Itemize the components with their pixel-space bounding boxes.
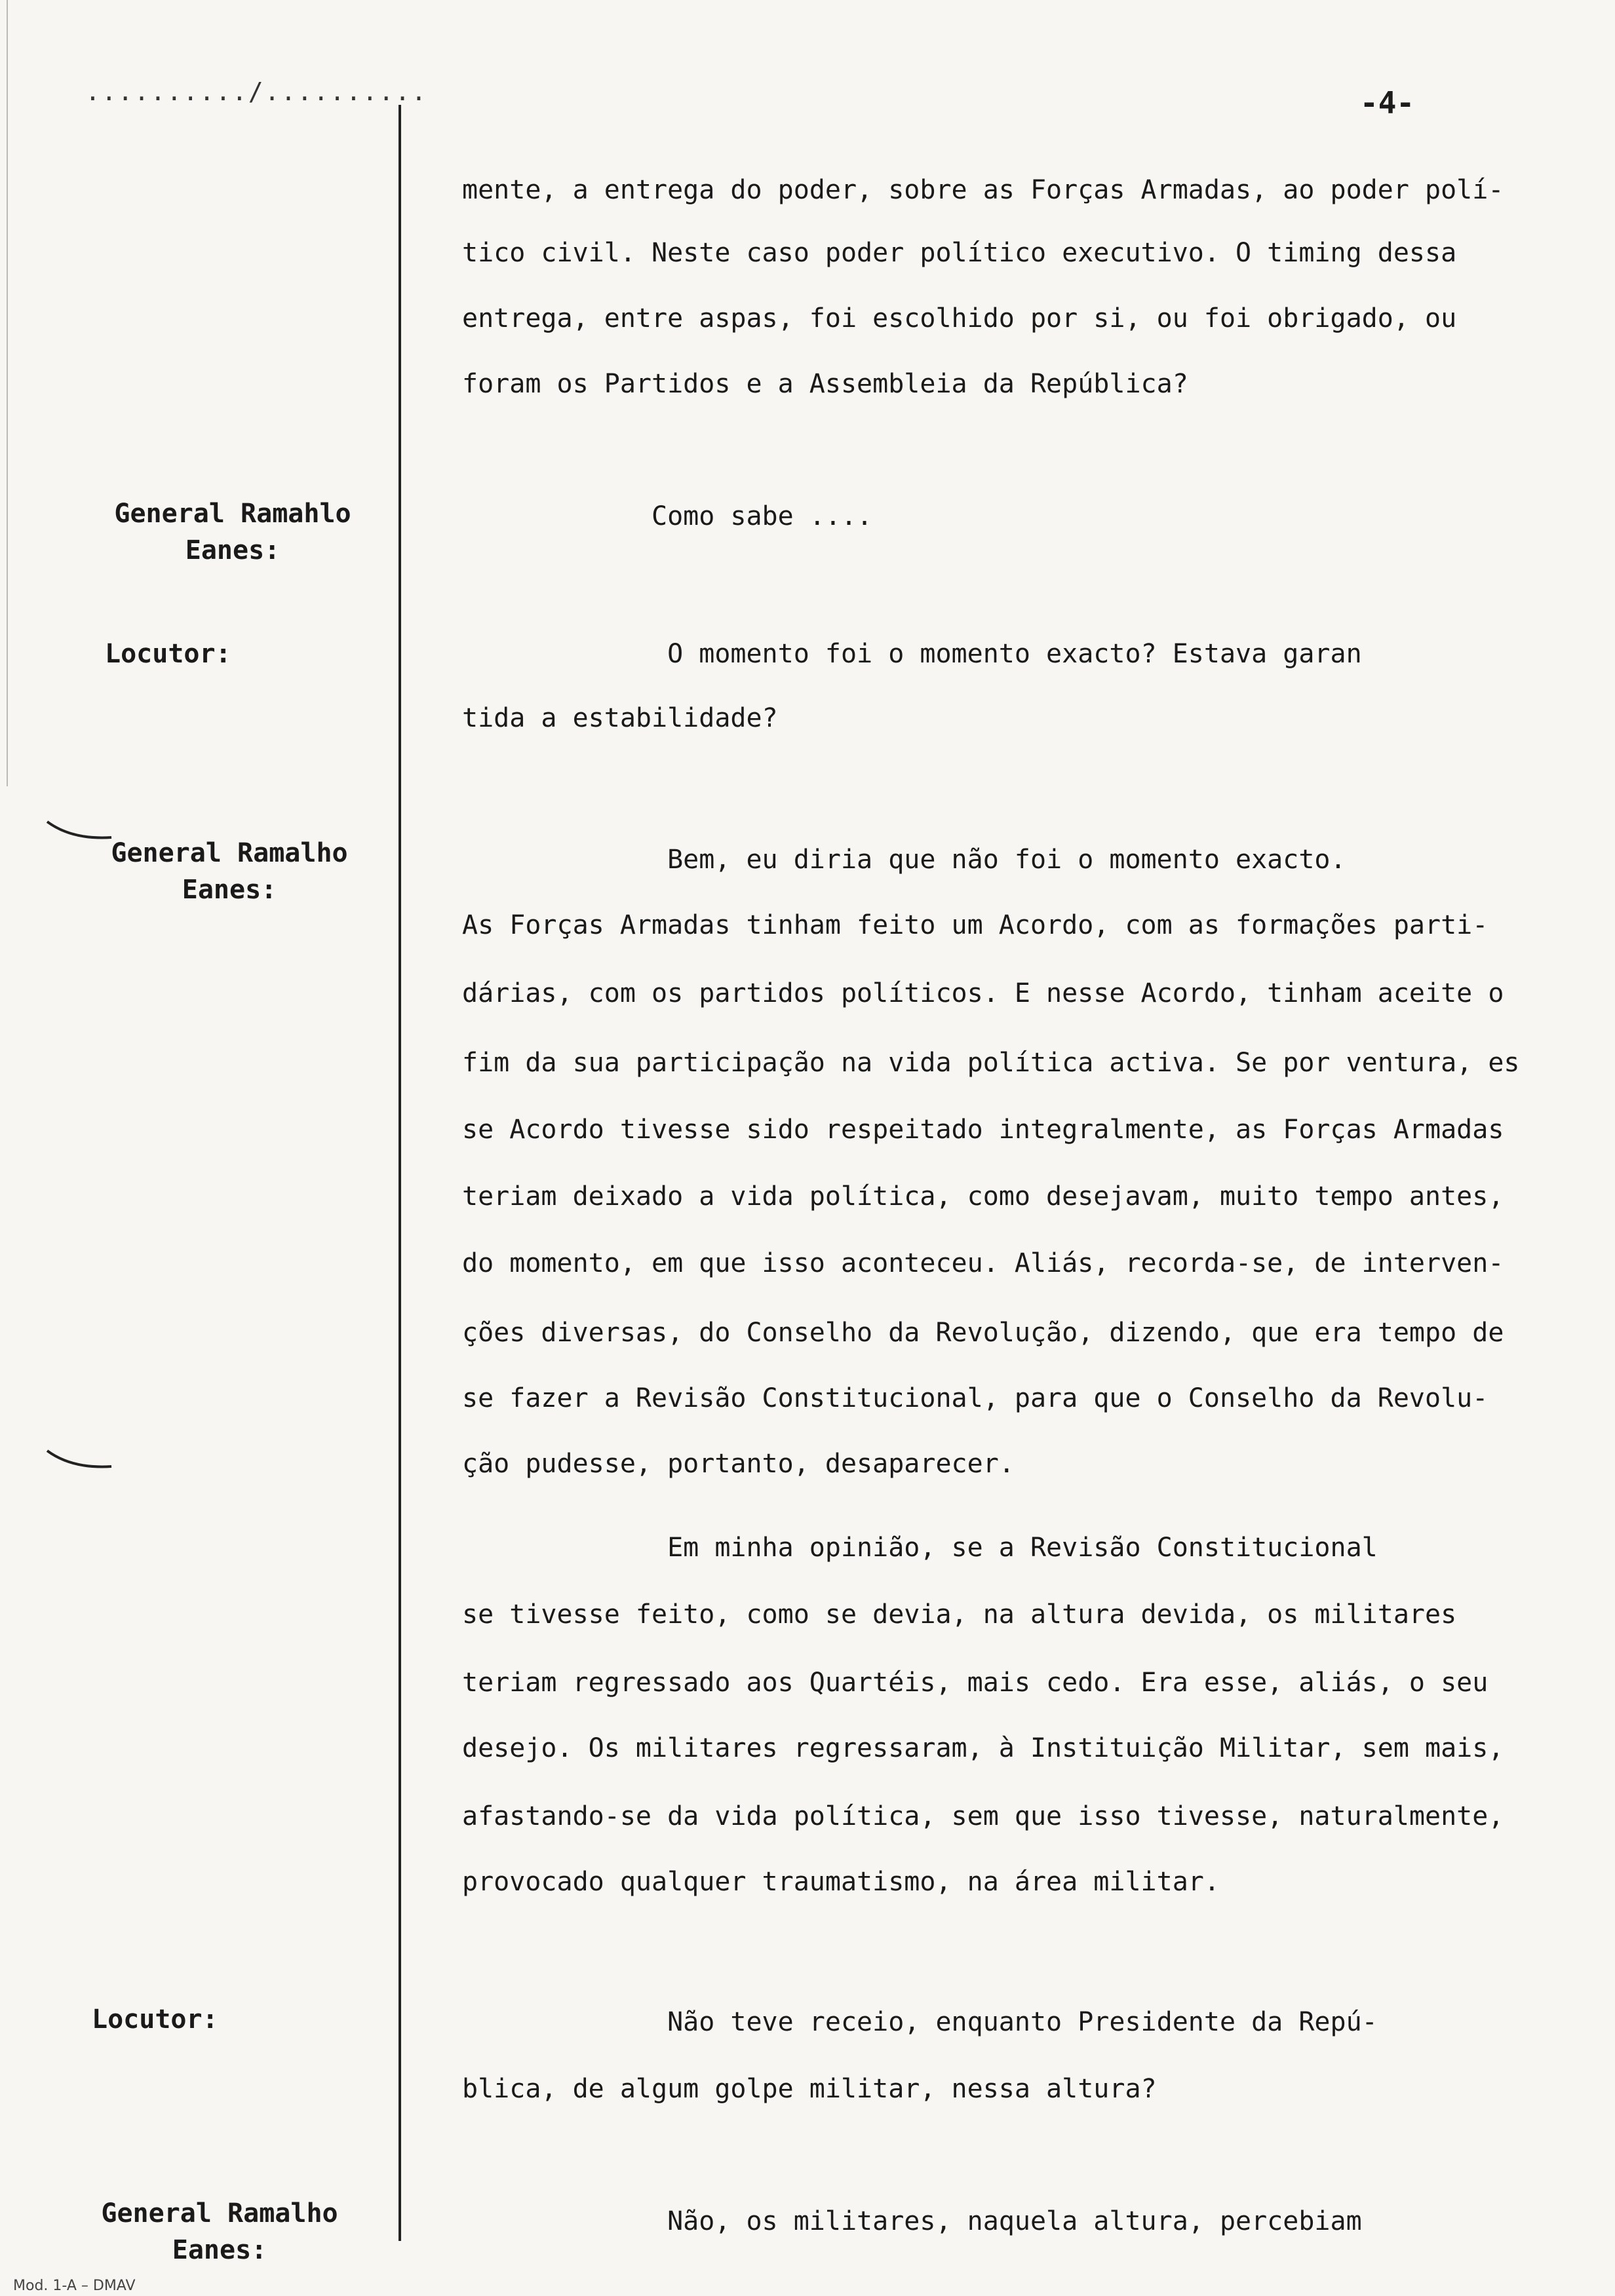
speaker-name: General Ramahlo: [114, 499, 351, 529]
transcript-line: Como sabe ....: [462, 501, 873, 531]
transcript-line: As Forças Armadas tinham feito um Acordo, com as formações parti-: [462, 910, 1489, 940]
transcript-line: blica, de algum golpe militar, nessa altura?: [462, 2074, 1157, 2104]
transcript-line: do momento, em que isso aconteceu. Aliás, recorda-se, de interven-: [462, 1248, 1504, 1278]
transcript-line: Não teve receio, enquanto Presidente da Repú-: [462, 2007, 1378, 2037]
speaker-name: Locutor:: [105, 639, 231, 669]
speaker-label: [98, 835, 360, 908]
transcript-line: tico civil. Neste caso poder político executivo. O timing dessa: [462, 238, 1457, 268]
transcript-line: Em minha opinião, se a Revisão Constitucional: [462, 1533, 1378, 1563]
transcript-line: desejo. Os militares regressaram, à Instituição Militar, sem mais,: [462, 1733, 1504, 1763]
transcript-line: O momento foi o momento exacto? Estava garan: [462, 639, 1362, 669]
transcript-line: ção pudesse, portanto, desaparecer.: [462, 1449, 1015, 1479]
speaker-suffix: Eanes:: [172, 2235, 267, 2265]
transcript-line: dárias, com os partidos políticos. E nesse Acordo, tinham aceite o: [462, 978, 1504, 1008]
margin-rule: [399, 105, 401, 2241]
transcript-line: teriam regressado aos Quartéis, mais cedo. Era esse, aliás, o seu: [462, 1668, 1489, 1698]
page-number: -4-: [1360, 85, 1415, 121]
speaker-label: [92, 2001, 218, 2038]
transcript-line: Bem, eu diria que não foi o momento exacto.: [462, 845, 1346, 875]
transcript-line: afastando-se da vida política, sem que isso tivesse, naturalmente,: [462, 1801, 1504, 1831]
transcript-line: ções diversas, do Conselho da Revolução, dizendo, que era tempo de: [462, 1318, 1504, 1348]
speaker-label: [105, 636, 231, 672]
transcript-line: Não, os militares, naquela altura, percebiam: [462, 2206, 1362, 2236]
header-mark: ........../..........: [85, 77, 428, 106]
transcript-line: se fazer a Revisão Constitucional, para que o Conselho da Revolu-: [462, 1383, 1489, 1413]
transcript-line: fim da sua participação na vida política activa. Se por ventura, es: [462, 1048, 1520, 1078]
speaker-label: [102, 495, 364, 569]
form-code: Mod. 1-A – DMAV: [13, 2278, 136, 2294]
margin-squiggle: [46, 1447, 118, 1473]
page-edge-line: [7, 0, 8, 786]
transcript-line: teriam deixado a vida política, como desejavam, muito tempo antes,: [462, 1181, 1504, 1212]
transcript-line: entrega, entre aspas, foi escolhido por si, ou foi obrigado, ou: [462, 303, 1457, 334]
transcript-line: foram os Partidos e a Assembleia da República?: [462, 369, 1188, 399]
transcript-line: se Acordo tivesse sido respeitado integralmente, as Forças Armadas: [462, 1115, 1504, 1145]
speaker-label: [88, 2195, 351, 2268]
transcript-line: mente, a entrega do poder, sobre as Forças Armadas, ao poder polí-: [462, 175, 1504, 205]
transcript-line: tida a estabilidade?: [462, 703, 778, 733]
transcript-line: provocado qualquer traumatismo, na área militar.: [462, 1867, 1220, 1897]
speaker-name: General Ramalho: [111, 838, 348, 868]
speaker-name: General Ramalho: [101, 2198, 338, 2229]
margin-squiggle: [46, 818, 118, 844]
speaker-suffix: Eanes:: [182, 875, 277, 905]
transcript-line: se tivesse feito, como se devia, na altura devida, os militares: [462, 1599, 1457, 1630]
speaker-suffix: Eanes:: [185, 535, 281, 565]
speaker-name: Locutor:: [92, 2004, 218, 2035]
